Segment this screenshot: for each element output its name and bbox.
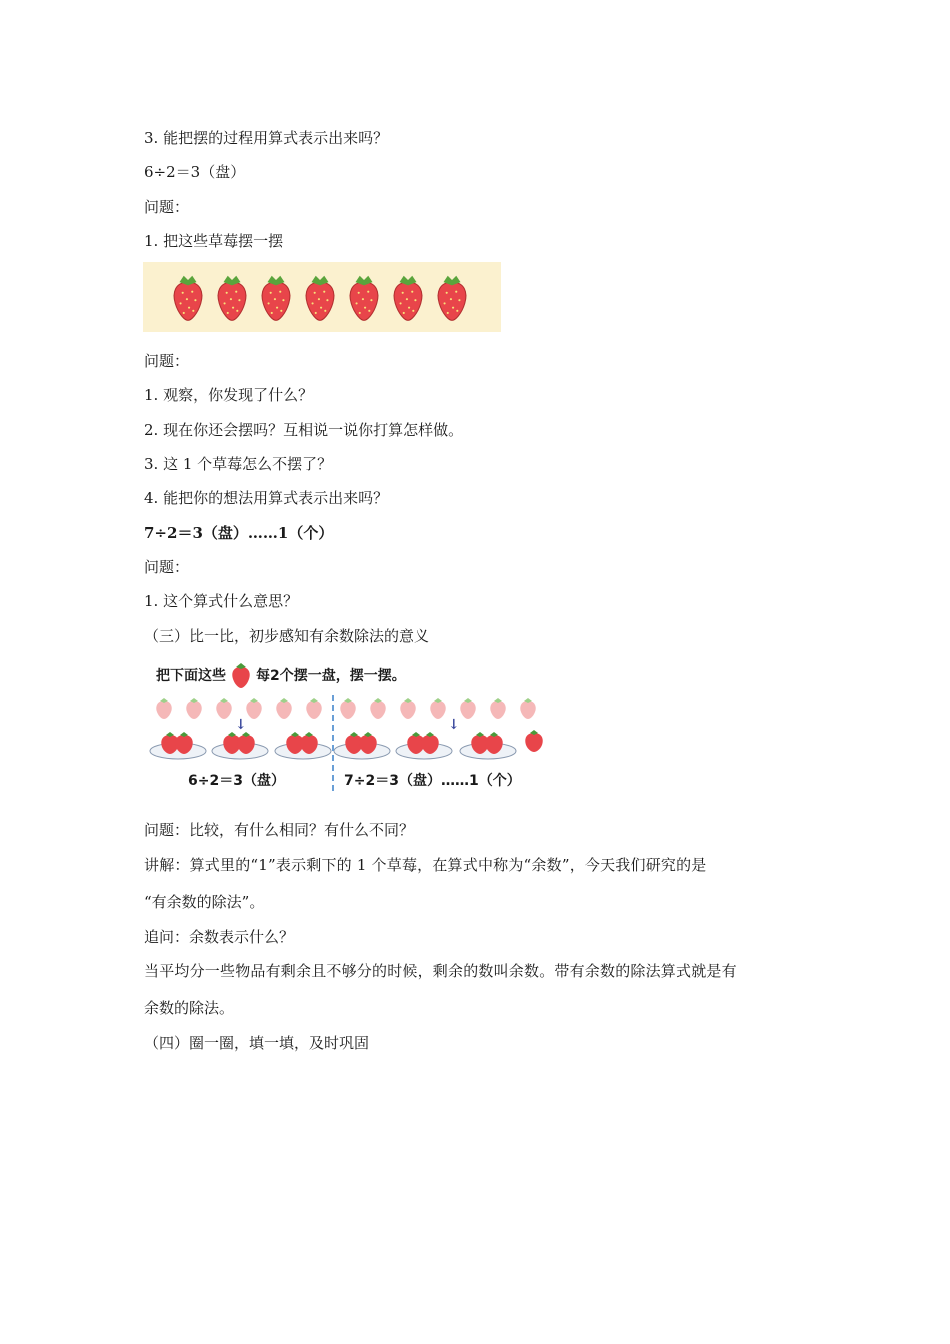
question-label: 问题： bbox=[144, 558, 190, 576]
strawberry-icon bbox=[215, 271, 249, 323]
strawberry-icon bbox=[435, 271, 469, 323]
text-line-8: 3. 这 1 个草莓怎么不摆了？ bbox=[144, 455, 333, 473]
text-line-17: 追问：余数表示什么？ bbox=[144, 928, 295, 946]
left-equation: 6÷2＝3（盘） bbox=[188, 773, 285, 789]
plate bbox=[275, 732, 331, 759]
light-strawberry bbox=[520, 698, 535, 719]
text-line-16: “有余数的除法”。 bbox=[144, 893, 265, 911]
plate bbox=[150, 732, 206, 759]
figure-title-post: 每2个摆一盘，摆一摆。 bbox=[256, 668, 406, 684]
light-strawberry bbox=[306, 698, 321, 719]
light-strawberry bbox=[156, 698, 171, 719]
right-equation: 7÷2＝3（盘）……1（个） bbox=[344, 773, 521, 789]
text-line-19: 余数的除法。 bbox=[144, 999, 235, 1017]
question-label: 问题： bbox=[144, 352, 190, 370]
strawberry-icon bbox=[391, 271, 425, 323]
light-strawberry bbox=[340, 698, 355, 719]
text-line-12: 1. 这个算式什么意思？ bbox=[144, 592, 299, 610]
remainder-strawberry bbox=[525, 730, 542, 752]
light-strawberry bbox=[370, 698, 385, 719]
text-line-4: 1. 把这些草莓摆一摆 bbox=[144, 232, 284, 250]
plate bbox=[334, 732, 390, 759]
strawberry-row-image bbox=[143, 262, 501, 332]
strawberry-icon bbox=[259, 271, 293, 323]
light-strawberry bbox=[490, 698, 505, 719]
section-heading-4: （四）圈一圈，填一填，及时巩固 bbox=[144, 1034, 370, 1052]
arrow-down-icon: ↓ bbox=[448, 717, 460, 733]
figure-title-pre: 把下面这些 bbox=[156, 668, 226, 684]
equation-7-div-2: 7÷2＝3（盘）……1（个） bbox=[144, 524, 334, 542]
light-strawberry bbox=[216, 698, 231, 719]
text-line-15: 讲解：算式里的“1”表示剩下的 1 个草莓，在算式中称为“余数”，今天我们研究的是 bbox=[144, 856, 707, 874]
light-strawberry bbox=[430, 698, 445, 719]
comparison-figure bbox=[148, 655, 548, 795]
plate bbox=[396, 732, 452, 759]
light-strawberry bbox=[246, 698, 261, 719]
text-line-6: 1. 观察，你发现了什么？ bbox=[144, 386, 314, 404]
strawberry-icon bbox=[303, 271, 337, 323]
text-line-7: 2. 现在你还会摆吗？互相说一说你打算怎样做。 bbox=[144, 421, 464, 439]
section-heading-3: （三）比一比，初步感知有余数除法的意义 bbox=[144, 627, 430, 645]
divider-line bbox=[332, 695, 334, 791]
arrow-down-icon: ↓ bbox=[235, 717, 247, 733]
plate bbox=[212, 732, 268, 759]
text-line-14: 问题：比较，有什么相同？有什么不同？ bbox=[144, 821, 415, 839]
text-line-18: 当平均分一些物品有剩余且不够分的时候，剩余的数叫余数。带有余数的除法算式就是有 bbox=[144, 962, 737, 980]
plate bbox=[460, 732, 516, 759]
text-line-9: 4. 能把你的想法用算式表示出来吗？ bbox=[144, 489, 389, 507]
strawberry-icon bbox=[347, 271, 381, 323]
question-label: 问题： bbox=[144, 198, 190, 216]
strawberry-icon bbox=[171, 271, 205, 323]
light-strawberry bbox=[400, 698, 415, 719]
light-strawberry bbox=[460, 698, 475, 719]
text-line-1: 3. 能把摆的过程用算式表示出来吗？ bbox=[144, 129, 389, 147]
equation-6-div-2: 6÷2＝3（盘） bbox=[144, 163, 246, 181]
light-strawberry bbox=[186, 698, 201, 719]
light-strawberry bbox=[276, 698, 291, 719]
